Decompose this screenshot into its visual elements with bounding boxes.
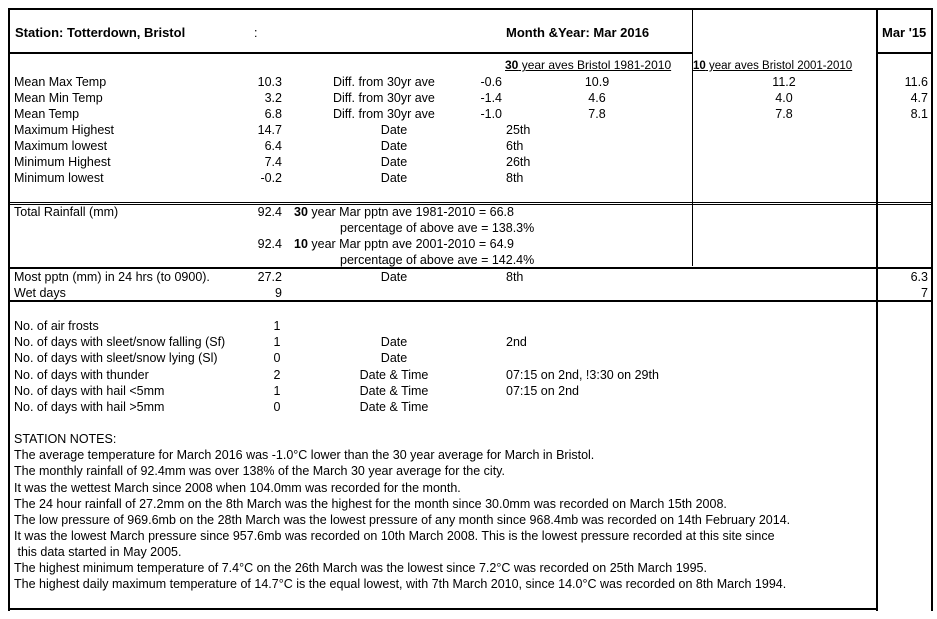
row-mid-label: Date [380,270,408,284]
row-ave30: 7.8 [588,107,606,121]
row-value: -0.2 [260,171,282,185]
row-mid-label: Date & Time [359,400,429,414]
row-mid-label: Date [380,139,408,153]
rainfall-value: 92.4 [257,205,282,219]
header-underline [8,52,692,54]
row-prev: 4.7 [910,91,928,105]
ave30-column-header [505,57,671,73]
row-mid-label: Diff. from 30yr ave [333,75,435,89]
row-diff: -0.6 [480,75,502,89]
row-value: 1 [273,384,281,398]
row-label: Minimum lowest [14,171,104,185]
row-date: 07:15 on 2nd [506,384,579,398]
row-value: 6.4 [264,139,282,153]
header-underline-prev [876,52,933,54]
row-value: 6.8 [264,107,282,121]
row-value: 1 [273,335,281,349]
row-label: Maximum lowest [14,139,108,153]
row-date: 25th [506,123,531,137]
ave10-column-header [693,58,852,74]
row-mid-label: Date & Time [359,384,429,398]
prev-year-column-title: Mar '15 [882,25,927,40]
row-value: 7.4 [264,155,282,169]
border-left [8,8,10,611]
row-value: 0 [273,400,281,414]
row-value: 2 [273,368,281,382]
border-top [8,8,933,10]
row-mid-label: Date [380,351,408,365]
rainfall-ave30-prefix: 30 [294,205,308,219]
row-value: 0 [273,351,281,365]
divider-prev-column [876,8,878,611]
row-label: Mean Temp [14,107,80,121]
station-note-line: It was the wettest March since 2008 when 104.0mm was recorded for the month. [14,481,461,495]
rainfall-ave10 [294,236,514,252]
row-diff: -1.4 [480,91,502,105]
row-mid-label: Date [380,335,408,349]
row-label: No. of days with sleet/snow falling (Sf) [14,335,226,349]
header-colon: : [254,26,258,40]
row-label: No. of days with sleet/snow lying (Sl) [14,351,218,365]
row-mid-label: Date [380,171,408,185]
row-label: No. of days with thunder [14,368,149,382]
row-ave30: 4.6 [588,91,606,105]
row-date: 8th [506,171,524,185]
row-ave10: 11.2 [772,75,796,89]
ave10-rest: year aves Bristol 2001-2010 [705,60,853,72]
rule-after-wetdays [8,300,933,302]
rainfall-ave30 [294,204,514,220]
row-ave30: 10.9 [584,75,610,89]
row-label: Minimum Highest [14,155,111,169]
row-prev: 8.1 [910,107,928,121]
row-ave10: 4.0 [775,91,793,105]
ave10-prefix: 10 [693,60,706,72]
station-note-line: The highest minimum temperature of 7.4°C on the 26th March was the lowest since 7.2°C was recorded on 25th March 1995. [14,561,707,575]
row-diff: -1.0 [480,107,502,121]
row-value: 10.3 [257,75,282,89]
row-label: No. of days with hail <5mm [14,384,165,398]
rainfall-ave10-prefix: 10 [294,237,308,251]
row-prev: 7 [921,286,928,300]
row-mid-label: Diff. from 30yr ave [333,91,435,105]
month-year: Month &Year: Mar 2016 [506,25,650,40]
row-prev: 6.3 [910,270,928,284]
row-date: 07:15 on 2nd, !3:30 on 29th [506,368,659,382]
station-name: Station: Totterdown, Bristol [15,25,186,40]
row-label: No. of days with hail >5mm [14,400,165,414]
divider-10yr-column [692,8,693,266]
row-mid-label: Date [380,155,408,169]
station-notes-title: STATION NOTES: [14,432,117,446]
row-date: 26th [506,155,531,169]
row-date: 6th [506,139,524,153]
row-label: Maximum Highest [14,123,115,137]
row-label: Mean Min Temp [14,91,103,105]
rainfall-value-repeat: 92.4 [257,237,282,251]
rainfall-ave30-text: year Mar pptn ave 1981-2010 = 66.8 [307,205,514,219]
rainfall-pct30: percentage of above ave = 138.3% [340,221,535,235]
ave30-rest: year aves Bristol 1981-2010 [518,58,672,72]
station-note-line: The highest daily maximum temperature of 14.7°C is the equal lowest, with 7th March 2010, since 14.0°C was recorded on 8th March 1994. [14,577,787,591]
row-mid-label: Date & Time [359,368,429,382]
station-note-line: The monthly rainfall of 92.4mm was over 138% of the March 30 year average for the city. [14,464,505,478]
row-value: 14.7 [257,123,282,137]
row-label: Mean Max Temp [14,75,107,89]
border-bottom-left [8,608,878,610]
row-value: 1 [273,319,281,333]
station-note-line: It was the lowest March pressure since 957.6mb was recorded on 10th March 2008. This is the lowest pressure recorded at this site since [14,529,775,543]
row-value: 27.2 [257,270,282,284]
station-note-line: The 24 hour rainfall of 27.2mm on the 8th March was the highest for the month since 30.0mm was recorded on March 15th 2008. [14,497,727,511]
row-label: Wet days [14,286,66,300]
station-note-line: The low pressure of 969.6mb on the 28th March was the lowest pressure of any month since 968.4mb was recorded on 14th February 2014. [14,513,791,527]
ave30-prefix: 30 [505,58,519,72]
row-value: 3.2 [264,91,282,105]
rainfall-label: Total Rainfall (mm) [14,205,119,219]
row-label: Most pptn (mm) in 24 hrs (to 0900). [14,270,210,284]
border-right [931,8,933,611]
row-value: 9 [275,286,282,300]
row-label: No. of air frosts [14,319,99,333]
row-mid-label: Date [380,123,408,137]
station-note-line: this data started in May 2005. [14,545,182,559]
row-mid-label: Diff. from 30yr ave [333,107,435,121]
rainfall-ave10-text: year Mar pptn ave 2001-2010 = 64.9 [307,237,514,251]
rainfall-pct10: percentage of above ave = 142.4% [340,253,535,267]
rule-after-temps [8,202,933,203]
row-prev: 11.6 [904,75,928,89]
row-date: 2nd [506,335,527,349]
row-ave10: 7.8 [775,107,793,121]
station-note-line: The average temperature for March 2016 was -1.0°C lower than the 30 year average for March in Bristol. [14,448,595,462]
row-date: 8th [506,270,524,284]
